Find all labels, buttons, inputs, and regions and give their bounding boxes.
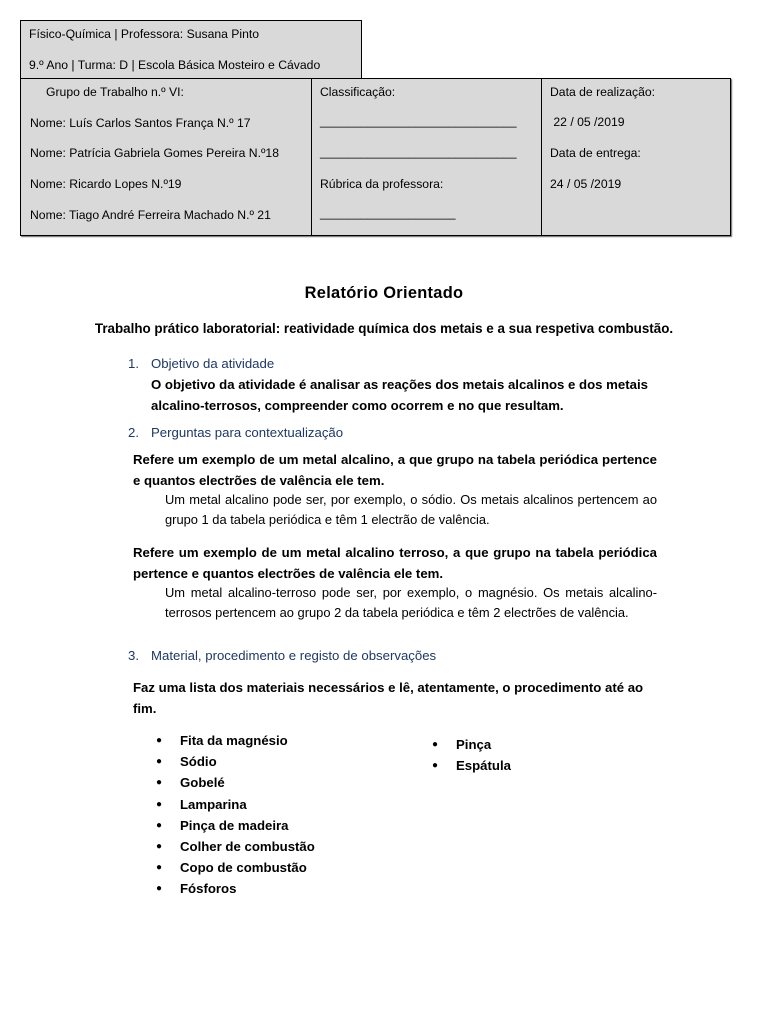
header-line-class: 9.º Ano | Turma: D | Escola Básica Mosteiro e Cávado — [29, 58, 321, 72]
date-done-label: Data de realização: — [550, 85, 656, 99]
list-item-label: Copo de combustão — [180, 860, 307, 876]
list-item — [432, 734, 511, 755]
question-2: Refere um exemplo de um metal alcalino terroso, a que grupo na tabela periódica pertence e quantos electrões de valência ele tem. — [133, 545, 657, 581]
list-item-label: Espátula — [456, 758, 511, 774]
section-title: Material, procedimento e registo de observações — [151, 648, 437, 663]
member-name: Nome: Tiago André Ferreira Machado N.º 21 — [30, 208, 271, 222]
list-item — [156, 730, 315, 751]
bullet-icon: ● — [156, 883, 163, 895]
materials-list-right — [432, 734, 511, 776]
group-title: Grupo de Trabalho n.º VI: — [46, 85, 184, 99]
date-done-value: 22 / 05 /2019 — [550, 115, 625, 129]
list-item — [156, 772, 315, 793]
list-item — [156, 857, 315, 878]
bullet-icon: ● — [156, 862, 163, 874]
section-title: Perguntas para contextualização — [151, 425, 344, 440]
answer-2: Um metal alcalino-terroso pode ser, por exemplo, o magnésio. Os metais alcalino-terrosos pertencem ao grupo 2 da tabela periódica e têm 2 electrões de valência. — [165, 585, 657, 620]
materials-list-left — [156, 730, 315, 900]
bullet-icon: ● — [156, 819, 163, 831]
bullet-icon: ● — [156, 798, 163, 810]
member-name: Nome: Luís Carlos Santos França N.º 17 — [30, 116, 251, 130]
date-due-label: Data de entrega: — [550, 146, 641, 160]
list-item-label: Fósforos — [180, 881, 237, 897]
question-1: Refere um exemplo de um metal alcalino, a que grupo na tabela periódica pertence e quantos electrões de valência ele tem. — [133, 452, 657, 488]
list-item-label: Pinça de madeira — [180, 817, 289, 833]
rubric-blank: ____________________ — [320, 206, 456, 220]
header-line-subject: Físico-Química | Professora: Susana Pinto — [29, 27, 260, 41]
group-info-table — [20, 78, 731, 236]
section-title: Objetivo da atividade — [151, 356, 275, 371]
list-item — [156, 836, 315, 857]
objective-text: O objetivo da atividade é analisar as reações dos metais alcalinos e dos metais alcalino-terrosos, compreender como ocorrem e no que resultam. — [151, 377, 648, 413]
list-item-label: Fita da magnésio — [180, 733, 288, 748]
bullet-icon: ● — [432, 760, 439, 772]
list-item — [156, 751, 315, 772]
list-item-label: Sódio — [180, 754, 217, 770]
bullet-icon: ● — [156, 840, 163, 852]
section-number: 3. — [128, 648, 139, 663]
bullet-icon: ● — [432, 739, 439, 750]
section-heading-questions — [128, 425, 528, 443]
report-subtitle: Trabalho prático laboratorial: reatividade química dos metais e a sua respetiva combustão. — [94, 321, 674, 336]
list-item — [156, 794, 315, 815]
bullet-icon: ● — [156, 777, 163, 789]
report-title: Relatório Orientado — [304, 284, 464, 302]
list-item — [156, 878, 315, 899]
bullet-icon: ● — [156, 735, 163, 746]
dates-column — [541, 79, 730, 235]
section-heading-materials — [128, 648, 548, 666]
list-item-label: Gobelé — [180, 775, 225, 791]
header-box — [20, 20, 362, 79]
list-item-label: Lamparina — [180, 796, 247, 812]
member-name: Nome: Ricardo Lopes N.º19 — [30, 177, 182, 191]
section-number: 2. — [128, 425, 139, 440]
list-item — [432, 755, 511, 776]
list-item — [156, 815, 315, 836]
classification-column — [311, 79, 542, 235]
members-column — [21, 79, 312, 235]
rubric-label: Rúbrica da professora: — [320, 177, 444, 191]
list-item-label: Colher de combustão — [180, 838, 315, 854]
date-due-value: 24 / 05 /2019 — [550, 177, 622, 191]
section-number: 1. — [128, 356, 139, 371]
answer-1: Um metal alcalino pode ser, por exemplo, o sódio. Os metais alcalinos pertencem ao grupo 1 da tabela periódica e têm 1 electrão de valência. — [165, 492, 657, 527]
classification-blank: _____________________________ — [320, 145, 517, 159]
materials-intro: Faz uma lista dos materiais necessários e lê, atentamente, o procedimento até ao fim. — [133, 680, 644, 716]
bullet-icon: ● — [156, 756, 163, 768]
classification-blank: _____________________________ — [320, 114, 517, 128]
list-item-label: Pinça — [456, 737, 492, 752]
classification-label: Classificação: — [320, 85, 396, 99]
section-heading-objective — [128, 356, 528, 374]
member-name: Nome: Patrícia Gabriela Gomes Pereira N.º18 — [30, 146, 279, 160]
